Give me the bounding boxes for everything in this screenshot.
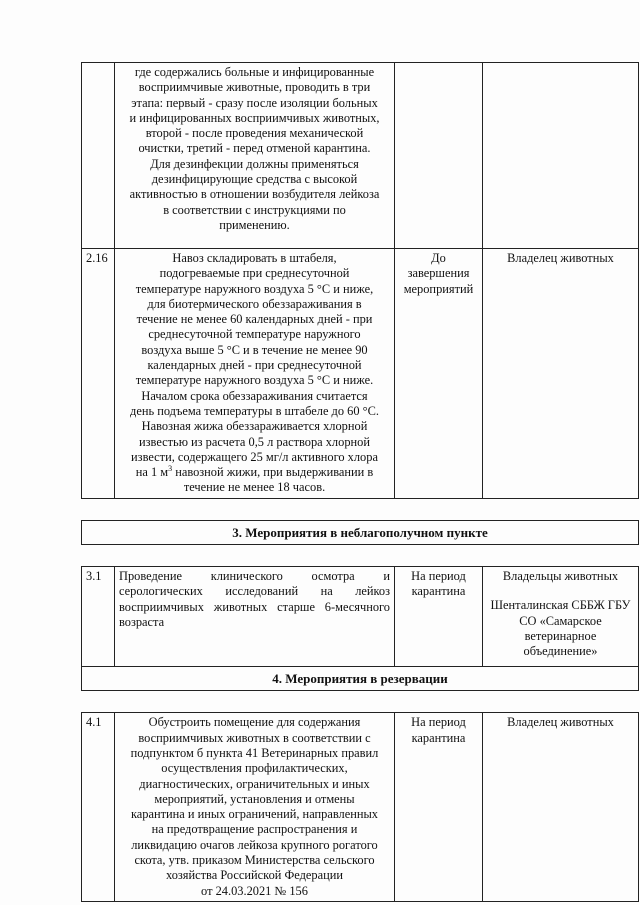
section-header bbox=[82, 667, 639, 691]
text-line: активностью в отношении возбудителя лейкоза bbox=[129, 187, 380, 202]
text-line: и инфицированных восприимчивых животных, bbox=[129, 110, 380, 125]
text-line: температуре наружного воздуха 5 °С и ниже. bbox=[135, 373, 374, 388]
spacer-row bbox=[82, 545, 639, 567]
text-line: Обустроить помещение для содержания bbox=[148, 715, 361, 730]
term-cell: На период карантина bbox=[395, 567, 483, 667]
table-row bbox=[82, 63, 639, 249]
row-number: 2.16 bbox=[82, 249, 115, 499]
text-line: восприимчивые животные, проводить в три bbox=[138, 80, 371, 95]
table-row bbox=[82, 567, 639, 667]
text-line: скота, утв. приказом Министерства сельского bbox=[134, 853, 375, 868]
term-cell bbox=[395, 63, 483, 249]
row-number: 3.1 bbox=[82, 567, 115, 667]
text-line: очистки, третий - перед отменой карантина. bbox=[138, 141, 371, 156]
term-cell: На период карантина bbox=[395, 713, 483, 902]
spacer-row bbox=[82, 498, 639, 520]
text-line: среднесуточной температуре наружного bbox=[148, 327, 361, 342]
table-row bbox=[82, 249, 639, 499]
section-title: 3. Мероприятия в неблагополучном пункте bbox=[82, 520, 639, 544]
m3-suffix: навозной жижи, при выдерживании в bbox=[172, 465, 374, 480]
responsible-org: Шенталинская СББЖ ГБУ СО «Самарское ветеринарное объединение» bbox=[490, 598, 631, 659]
section-header bbox=[82, 520, 639, 544]
action-text bbox=[115, 249, 395, 499]
m3-superscript: 3 bbox=[168, 464, 173, 474]
responsible-cell bbox=[483, 567, 639, 667]
text-line: хозяйства Российской Федерации bbox=[165, 868, 344, 883]
text-line: применению. bbox=[219, 217, 290, 232]
text-line: воздуха выше 5 °С и в течение не менее 90 bbox=[141, 342, 368, 357]
text-line: подпунктом б пункта 41 Ветеринарных правил bbox=[130, 745, 379, 760]
text-line: известью из расчета 0,5 л раствора хлорной bbox=[139, 434, 370, 449]
text-line: на предотвращение распространения и bbox=[151, 822, 358, 837]
term-cell: До завершения мероприятий bbox=[395, 249, 483, 499]
text-line: от 24.03.2021 № 156 bbox=[201, 883, 308, 898]
action-text: Проведение клинического осмотра и серологических исследований на лейкоз восприимчивых животных старше 6-месячного возраста bbox=[115, 567, 395, 667]
table-row bbox=[82, 713, 639, 902]
m3-prefix: на 1 м bbox=[135, 465, 169, 480]
text-line: этапа: первый - сразу после изоляции больных bbox=[131, 95, 378, 110]
row-number: 4.1 bbox=[82, 713, 115, 902]
spacer-row bbox=[82, 691, 639, 713]
responsible-cell: Владелец животных bbox=[483, 249, 639, 499]
text-line: Навоз складировать в штабеля, bbox=[172, 251, 337, 265]
section-title: 4. Мероприятия в резервации bbox=[82, 667, 639, 691]
text-line: в соответствии с инструкциями по bbox=[163, 202, 346, 217]
text-line: карантина и иных ограничений, направленных bbox=[130, 807, 379, 822]
text-line: где содержались больные и инфицированные bbox=[134, 65, 375, 79]
text-line: восприимчивых животных в соответствии с bbox=[138, 730, 371, 745]
text-line: календарных дней - при среднесуточной bbox=[147, 358, 362, 373]
text-line: температуре наружного воздуха 5 °С и ниже, bbox=[135, 281, 374, 296]
text-line: диагностических, ограничительных и иных bbox=[139, 776, 370, 791]
action-text bbox=[115, 63, 395, 249]
text-line: Началом срока обеззараживания считается bbox=[141, 388, 368, 403]
text-line: Для дезинфекции должны применяться bbox=[150, 156, 359, 171]
text-line: извести, содержащего 25 мг/л активного хлора bbox=[131, 449, 378, 464]
text-line: подогреваемые при среднесуточной bbox=[159, 266, 350, 281]
last-line: течение не менее 18 часов. bbox=[183, 480, 326, 495]
action-text bbox=[115, 713, 395, 902]
text-line: дезинфицирующие средства с высокой bbox=[151, 172, 358, 187]
responsible-cell bbox=[483, 63, 639, 249]
row-number bbox=[82, 63, 115, 249]
text-line: мероприятий, установления и отмены bbox=[154, 791, 355, 806]
responsible-cell: Владелец животных bbox=[483, 713, 639, 902]
text-line: второй - после проведения механической bbox=[145, 126, 364, 141]
text-line: Навозная жижа обеззараживается хлорной bbox=[141, 419, 368, 434]
text-line: течение не менее 60 календарных дней - при bbox=[136, 312, 373, 327]
text-line: ликвидацию очагов лейкоза крупного рогатого bbox=[131, 837, 378, 852]
text-line: день подъема температуры в штабеле до 60 °С. bbox=[130, 403, 379, 418]
text-line: для биотермического обеззараживания в bbox=[147, 296, 362, 311]
responsible-owner: Владельцы животных bbox=[502, 569, 619, 584]
text-line: осуществления профилактических, bbox=[161, 761, 348, 776]
measures-table bbox=[81, 62, 639, 902]
